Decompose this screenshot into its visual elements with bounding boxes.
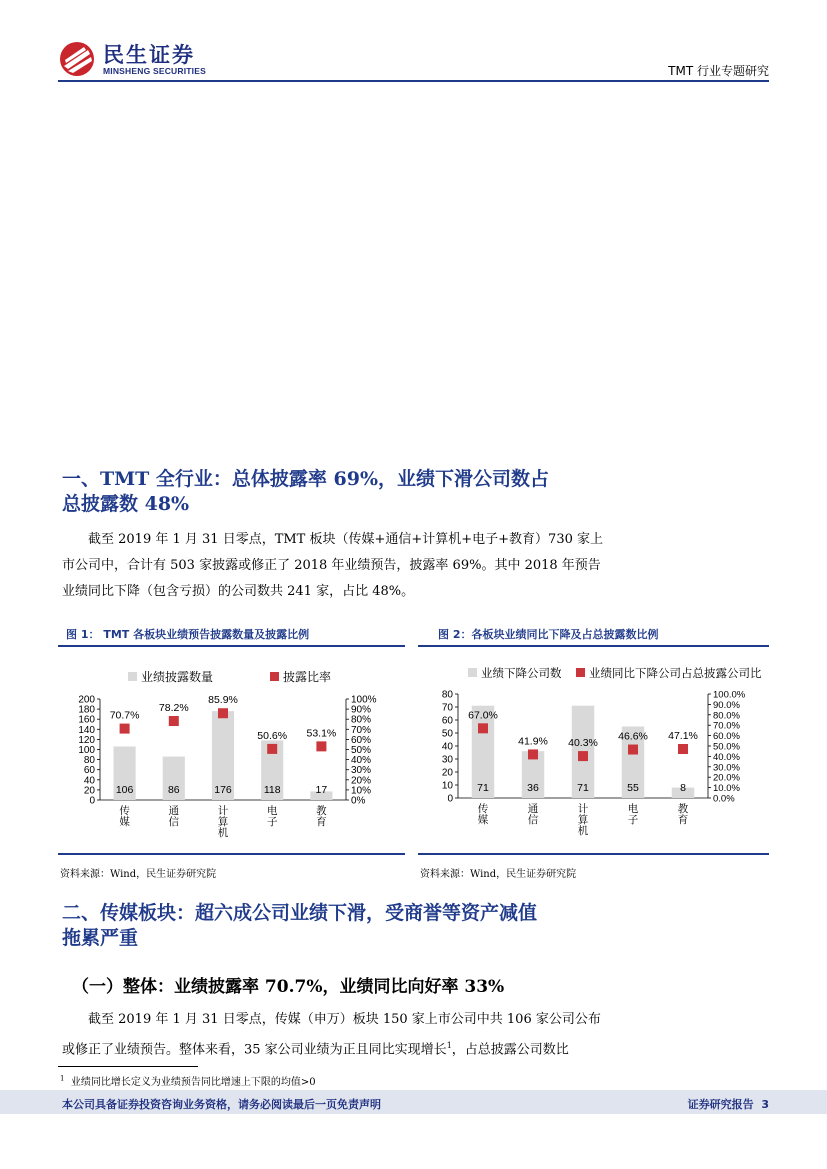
point-marker xyxy=(267,744,277,754)
header-doc-type: TMT 行业专题研究 xyxy=(668,64,769,78)
section2-heading-line1: 二、传媒板块：超六成公司业绩下滑，受商誉等资产减值 xyxy=(62,902,538,924)
y-tick-label-left: 100 xyxy=(78,745,95,756)
y-tick-label-left: 10 xyxy=(441,780,453,792)
point-value-label: 67.0% xyxy=(468,709,498,722)
y-tick-label-left: 160 xyxy=(78,714,95,726)
point-marker xyxy=(678,744,688,754)
y-tick-label-right: 80% xyxy=(351,714,372,726)
section2-sub-heading: （一）整体：业绩披露率 70.7%，业绩同比向好率 33% xyxy=(72,977,505,997)
bar-value-label: 71 xyxy=(577,782,589,794)
bar-value-label: 176 xyxy=(214,784,232,796)
section1-para-line3: 业绩同比下降（包含亏损）的公司数共 241 家，占比 48%。 xyxy=(62,584,415,599)
footnote xyxy=(60,1073,316,1088)
category-label: 教育 xyxy=(677,803,689,826)
y-tick-label-right: 70.0% xyxy=(713,720,740,732)
category-label: 计算机 xyxy=(217,805,229,839)
section2-para-line2-b: ，占总披露公司数比 xyxy=(451,1042,569,1058)
category-label: 计算机 xyxy=(577,803,589,837)
section2-para-line2 xyxy=(62,1033,702,1063)
category-label: 通信 xyxy=(168,805,180,828)
y-tick-label-left: 40 xyxy=(83,775,95,787)
bar-value-label: 55 xyxy=(627,782,639,794)
y-tick-label-right: 40.0% xyxy=(713,751,740,763)
point-marker xyxy=(316,741,326,751)
legend-bar-swatch xyxy=(128,672,137,681)
y-tick-label-left: 80 xyxy=(83,755,95,767)
y-tick-label-left: 140 xyxy=(78,724,95,736)
footnote-ref[interactable]: 1 xyxy=(446,1041,452,1050)
figure1-title: 图 1： TMT 各板块业绩预告披露数量及披露比例 xyxy=(66,628,310,641)
section1-para-line1: 截至 2019 年 1 月 31 日零点，TMT 板块（传媒+通信+计算机+电子+教育）730 家上 xyxy=(88,532,603,547)
y-tick-label-right: 0% xyxy=(351,795,366,807)
section1-heading xyxy=(62,467,662,517)
y-tick-label-right: 10.0% xyxy=(713,783,740,795)
y-tick-label-left: 200 xyxy=(78,694,95,706)
bar-value-label: 8 xyxy=(680,782,686,794)
legend-bar-label: 业绩下降公司数 xyxy=(481,668,562,680)
footer-label: 证券研究报告 xyxy=(687,1098,754,1111)
y-tick-label-right: 100.0% xyxy=(713,689,746,701)
figure1-chart xyxy=(58,652,405,850)
section1-heading-line1: 一、TMT 全行业：总体披露率 69%，业绩下滑公司数占 xyxy=(62,468,550,490)
logo-text-en: MINSHENG SECURITIES xyxy=(103,66,206,76)
bar-value-label: 17 xyxy=(315,784,328,796)
y-tick-label-right: 20% xyxy=(351,775,372,787)
figure2-top-rule xyxy=(418,645,769,647)
legend-marker-swatch xyxy=(270,672,279,681)
y-tick-label-right: 30% xyxy=(351,765,372,777)
y-tick-label-right: 90% xyxy=(351,704,372,716)
y-tick-label-left: 80 xyxy=(441,689,453,701)
y-tick-label-left: 20 xyxy=(83,785,95,797)
y-tick-label-right: 60.0% xyxy=(713,731,740,743)
section2-para-line1: 截至 2019 年 1 月 31 日零点，传媒（申万）板块 150 家上市公司中共 106 家公司公布 xyxy=(88,1012,601,1027)
y-tick-label-right: 50.0% xyxy=(713,741,740,753)
point-value-label: 41.9% xyxy=(518,735,548,748)
y-tick-label-right: 90.0% xyxy=(713,699,740,711)
legend-marker-label: 披露比率 xyxy=(283,670,332,684)
footer-page-info xyxy=(688,1096,769,1112)
section2-heading-line2: 拖累严重 xyxy=(62,927,139,949)
y-tick-label-left: 120 xyxy=(78,734,95,746)
point-marker xyxy=(528,749,538,759)
legend-bar-label: 业绩披露数量 xyxy=(141,670,214,684)
bar-value-label: 106 xyxy=(115,784,134,796)
y-tick-label-right: 50% xyxy=(351,745,372,756)
y-tick-label-left: 20 xyxy=(441,767,453,779)
y-tick-label-left: 180 xyxy=(78,704,95,716)
figure2-bottom-rule xyxy=(418,853,769,855)
y-tick-label-left: 30 xyxy=(441,754,453,766)
y-tick-label-right: 10% xyxy=(351,785,372,797)
figure2-source: 资料来源：Wind，民生证券研究院 xyxy=(420,869,577,880)
section2-para-line2-a: 或修正了业绩预告。整体来看，35 家公司业绩为正且同比实现增长 xyxy=(62,1042,447,1058)
category-label: 传媒 xyxy=(119,805,130,828)
figure2-chart xyxy=(418,652,769,850)
logo-text-cn: 民生证券 xyxy=(103,43,195,67)
bar-value-label: 86 xyxy=(167,784,180,796)
point-value-label: 50.6% xyxy=(257,729,288,742)
section1-paragraph xyxy=(62,527,702,605)
y-tick-label-left: 60 xyxy=(83,765,95,777)
figure1-top-rule xyxy=(58,645,405,647)
point-value-label: 46.6% xyxy=(618,730,648,743)
point-marker xyxy=(120,724,130,734)
bar-value-label: 71 xyxy=(477,782,489,794)
point-marker xyxy=(628,745,638,755)
bar-value-label: 118 xyxy=(263,784,281,796)
point-value-label: 40.3% xyxy=(568,737,598,750)
section1-para-line2: 市公司中，合计有 503 家披露或修正了 2018 年业绩预告，披露率 69%。其中 2018 年预告 xyxy=(62,558,601,573)
footnote-rule xyxy=(58,1066,198,1067)
point-marker xyxy=(218,708,228,718)
bar-value-label: 36 xyxy=(527,782,539,794)
point-value-label: 47.1% xyxy=(668,730,698,743)
y-tick-label-right: 30.0% xyxy=(713,762,740,774)
y-tick-label-right: 20.0% xyxy=(713,772,740,784)
y-tick-label-right: 0.0% xyxy=(713,793,735,805)
section2-heading xyxy=(62,901,662,951)
legend-bar-swatch xyxy=(468,668,477,677)
point-marker xyxy=(578,751,588,761)
figure1-bottom-rule xyxy=(58,853,405,855)
y-tick-label-left: 60 xyxy=(441,715,453,727)
y-tick-label-right: 80.0% xyxy=(713,710,740,722)
y-tick-label-left: 50 xyxy=(441,728,453,740)
y-tick-label-right: 70% xyxy=(351,724,372,736)
category-label: 电子 xyxy=(266,805,278,828)
header-rule xyxy=(58,80,769,82)
point-marker xyxy=(169,716,179,726)
category-label: 通信 xyxy=(527,803,539,826)
y-tick-label-right: 60% xyxy=(351,734,372,746)
point-value-label: 78.2% xyxy=(158,702,189,715)
legend-marker-swatch xyxy=(576,668,585,677)
y-tick-label-left: 70 xyxy=(441,702,453,714)
category-label: 传媒 xyxy=(477,803,489,826)
category-label: 电子 xyxy=(627,803,639,826)
section1-heading-line2: 总披露数 48% xyxy=(62,493,190,515)
legend-marker-label: 业绩同比下降公司占总披露公司比 xyxy=(589,668,762,680)
figure2-title: 图 2：各板块业绩同比下降及占总披露数比例 xyxy=(438,628,659,641)
y-tick-label-right: 100% xyxy=(351,694,377,706)
footer-disclaimer: 本公司具备证券投资咨询业务资格，请务必阅读最后一页免责声明 xyxy=(62,1098,381,1111)
minsheng-logo-icon xyxy=(58,40,98,78)
y-tick-label-left: 0 xyxy=(89,795,95,807)
category-label: 教育 xyxy=(316,805,327,828)
y-tick-label-left: 40 xyxy=(441,741,453,753)
point-value-label: 53.1% xyxy=(306,727,337,740)
y-tick-label-right: 40% xyxy=(351,755,372,767)
point-marker xyxy=(478,723,488,733)
footnote-mark: 1 xyxy=(60,1074,65,1083)
footnote-text: 业绩同比增长定义为业绩预告同比增速上下限的均值>0 xyxy=(70,1077,316,1088)
point-value-label: 70.7% xyxy=(109,709,140,722)
section2-paragraph xyxy=(62,1007,702,1063)
footer-page-number: 3 xyxy=(761,1098,769,1111)
figure1-source: 资料来源：Wind，民生证券研究院 xyxy=(60,869,217,880)
y-tick-label-left: 0 xyxy=(447,793,453,805)
point-value-label: 85.9% xyxy=(208,694,238,707)
